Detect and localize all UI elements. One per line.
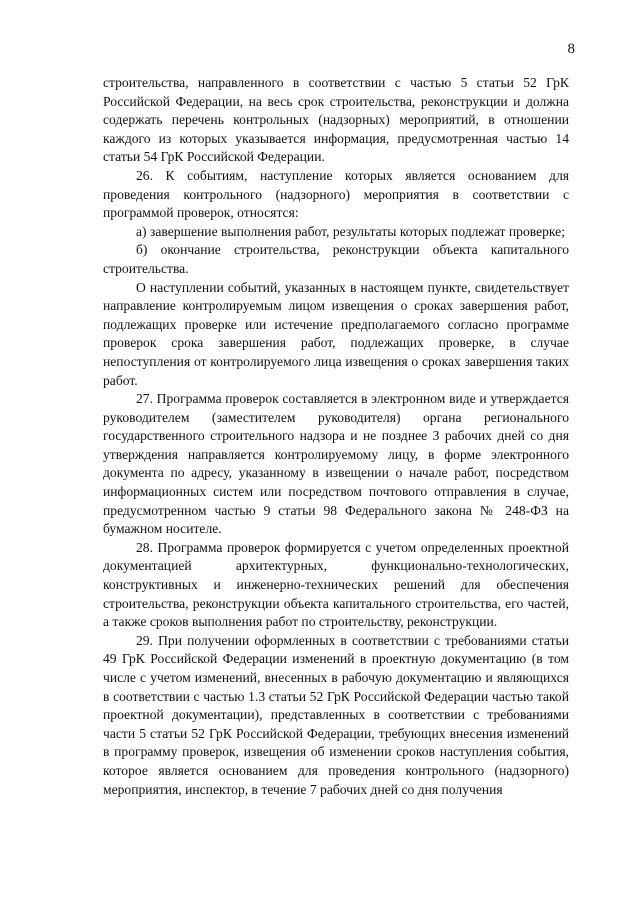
paragraph-item-28: 28. Программа проверок формируется с учетом определенных проектной документацией архитектурных, функционально-технологических, конструктивных и инженерно-технических решений для обеспечения строительства, реконструкции объекта капитального строительства, его частей, а также сроков выполнения работ по строительству, реконструкции.	[103, 539, 569, 630]
paragraph-item-26: 26. К событиям, наступление которых является основанием для проведения контрольного (надзорного) мероприятия в соответствии с программой проверок, относятся:	[103, 167, 569, 221]
paragraph-subitem-a: а) завершение выполнения работ, результаты которых подлежат проверке;	[136, 223, 565, 239]
paragraph-subitem-b: б) окончание строительства, реконструкции объекта капитального строительства.	[103, 242, 569, 276]
paragraph-continuation: строительства, направленного в соответствии с частью 5 статьи 52 ГрК Российской Федерации, на весь срок строительства, реконструкции и должна содержать перечень контрольных (надзорных) мероприятий, в отношении каждого из которых указывается информация, предусмотренная частью 14 статьи 54 ГрК Российской Федерации.	[103, 75, 569, 165]
paragraph-item-29: 29. При получении оформленных в соответствии с требованиями статьи 49 ГрК Российской Федерации изменений в проектную документацию (в том числе с учетом изменений, внесенных в рабочую документацию и являющихся в соответствии с частью 1.3 статьи 52 ГрК Российской Федерации частью такой проектной документации), представленных в соответствии с требованиями части 5 статьи 52 ГрК Российской Федерации, требующих внесения изменений в программу проверок, извещения об изменении сроков наступления события, которое является основанием для проведения контрольного (надзорного) мероприятия, инспектор, в течение 7 рабочих дней со дня получения	[103, 632, 569, 797]
paragraph-events-notice: О наступлении событий, указанных в настоящем пункте, свидетельствует направление контролируемым лицом извещения о сроках завершения работ, подлежащих проверке или истечение предполагаемого согласно программе проверок срока завершения работ, подлежащих проверке, в случае непоступления от контролируемого лица извещения о сроках завершения таких работ.	[103, 279, 569, 388]
paragraph-item-27: 27. Программа проверок составляется в электронном виде и утверждается руководителем (заместителем руководителя) органа регионального государственного строительного надзора и не позднее 3 рабочих дней со дня утверждения направляется контролируемому лицу, в форме электронного документа по адресу, указанному в извещении о начале работ, посредством информационных систем или посредством почтового отправления в случае, предусмотренном частью 9 статьи 98 Федерального закона № 248-ФЗ на бумажном носителе.	[103, 391, 569, 537]
page-number: 8	[567, 41, 575, 57]
document-body	[103, 74, 569, 799]
